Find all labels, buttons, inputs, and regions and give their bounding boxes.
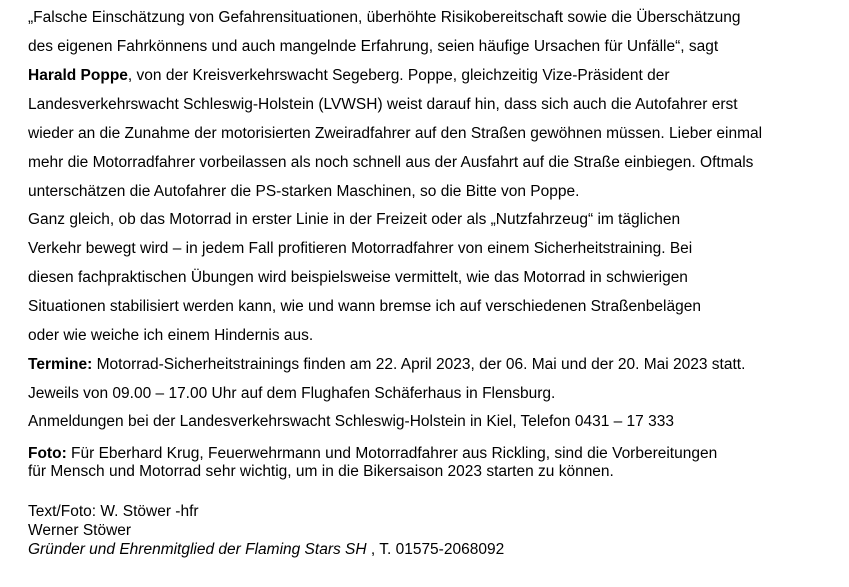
paragraph-1-line-1: „Falsche Einschätzung von Gefahrensituationen, überhöhte Risikobereitschaft sowie die Überschätzung [28, 9, 741, 26]
paragraph-1-line-2: des eigenen Fahrkönnens und auch mangelnde Erfahrung, seien häufige Ursachen für Unfälle“, sagt [28, 38, 719, 55]
paragraph-2-line-4: Situationen stabilisiert werden kann, wie und wann bremse ich auf verschiedenen Straßenbelägen [28, 298, 701, 315]
termine-line-3: Anmeldungen bei der Landesverkehrswacht Schleswig-Holstein in Kiel, Telefon 0431 – 17 333 [28, 413, 674, 430]
paragraph-2-line-5: oder wie weiche ich einem Hindernis aus. [28, 327, 314, 344]
termine-line-2: Jeweils von 09.00 – 17.00 Uhr auf dem Flughafen Schäferhaus in Flensburg. [28, 385, 556, 402]
paragraph-1-line-6: mehr die Motorradfahrer vorbeilassen als noch schnell aus der Ausfahrt auf die Straße einbiegen. Oftmals [28, 154, 754, 171]
credits-role: Gründer und Ehrenmitglied der Flaming Stars SH [28, 541, 367, 558]
paragraph-1-line-7: unterschätzen die Autofahrer die PS-starken Maschinen, so die Bitte von Poppe. [28, 183, 580, 200]
paragraph-1-line-3 [28, 66, 670, 86]
foto-line-1-text: Für Eberhard Krug, Feuerwehrmann und Motorradfahrer aus Rickling, sind die Vorbereitungen [66, 445, 718, 462]
paragraph-2-line-3: diesen fachpraktischen Übungen wird beispielsweise vermittelt, wie das Motorrad in schwierigen [28, 269, 688, 286]
paragraph-2-line-1: Ganz gleich, ob das Motorrad in erster Linie in der Freizeit oder als „Nutzfahrzeug“ im täglichen [28, 211, 681, 228]
paragraph-1-line-3-text: , von der Kreisverkehrswacht Segeberg. Poppe, gleichzeitig Vize-Präsident der [127, 67, 670, 84]
credits-line-3 [28, 540, 504, 560]
foto-line-1 [28, 444, 717, 464]
author-name: Harald Poppe [28, 67, 128, 84]
termine-line-1 [28, 355, 745, 375]
foto-line-2: für Mensch und Motorrad sehr wichtig, um in die Bikersaison 2023 starten zu können. [28, 463, 614, 480]
paragraph-1-line-4: Landesverkehrswacht Schleswig-Holstein (LVWSH) weist darauf hin, dass sich auch die Autofahrer erst [28, 96, 738, 113]
termine-label: Termine: [28, 356, 93, 373]
credits-author-name: Werner Stöwer [28, 522, 132, 539]
foto-label: Foto: [28, 445, 67, 462]
credits-phone: , T. 01575-2068092 [366, 541, 505, 558]
credits-line-1: Text/Foto: W. Stöwer -hfr [28, 503, 199, 520]
paragraph-2-line-2: Verkehr bewegt wird – in jedem Fall profitieren Motorradfahrer von einem Sicherheitstraining. Bei [28, 240, 693, 257]
paragraph-1-line-5: wieder an die Zunahme der motorisierten Zweiradfahrer auf den Straßen gewöhnen müssen. Lieber einmal [28, 125, 763, 142]
termine-line-1-text: Motorrad-Sicherheitstrainings finden am 22. April 2023, der 06. Mai und der 20. Mai 2023 statt. [92, 356, 746, 373]
